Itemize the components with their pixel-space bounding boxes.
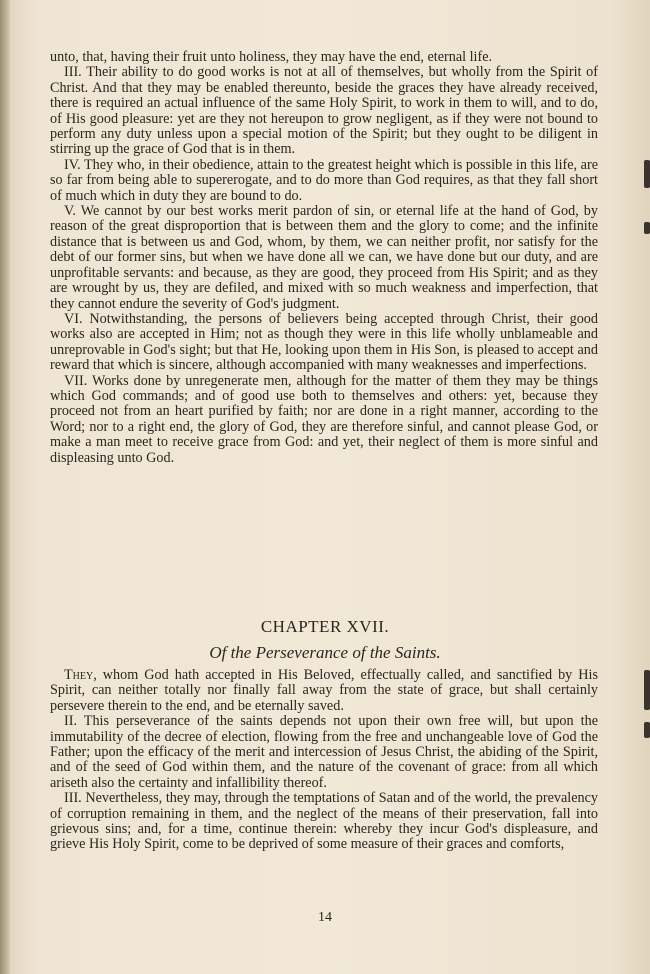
chapter-title: CHAPTER XVII. <box>260 617 390 636</box>
page-edge-mark <box>644 160 650 188</box>
paragraph-section-7: VII. Works done by unregenerate men, although for the matter of them they may be things which God commands; and of good use both to themselves and others: yet, because they proceed not from an heart purified by faith; nor are done in a right manner, according to the Word; nor to a right end, the glory of God, they are therefore sinful, and cannot please God, or make a man meet to receive grace from God: and yet, their neglect of them is more sinful and displeasing unto God. <box>50 372 598 466</box>
chapter17-body <box>50 668 598 853</box>
paragraph-section-5: V. We cannot by our best works merit pardon of sin, or eternal life at the hand of God, by reason of the great disproportion that is between them and the glory to come; and the infinite distance that is between us and God, whom, by them, we can neither profit, nor satisfy for the debt of our former sins, but when we have done all we can, we have done but our duty, and are unprofitable servants: and because, as they are good, they proceed from His Spirit; and as they are wrought by us, they are defiled, and mixed with so much weakness and imperfection, that they cannot endure the severity of God's judgment. <box>50 203 598 312</box>
paragraph-section-2: II. This perseverance of the saints depends not upon their own free will, but upon the immutability of the decree of election, flowing from the free and unchangeable love of God the Father; upon the efficacy of the merit and intercession of Jesus Christ, the abiding of the Spirit, and of the seed of God within them, and the nature of the covenant of grace: from all which ariseth also the certainty and infallibility thereof. <box>50 713 598 791</box>
page-edge-mark <box>644 222 650 234</box>
paragraph-continuation: unto, that, having their fruit unto holiness, they may have the end, eternal life. <box>50 49 493 65</box>
lead-word: They <box>64 667 94 683</box>
page-number: 14 <box>318 910 332 925</box>
chapter-subtitle: Of the Perseverance of the Saints. <box>209 643 441 662</box>
paragraph-section-1 <box>50 668 598 714</box>
page-edge-mark <box>644 670 650 710</box>
paragraph-section-3: III. Nevertheless, they may, through the temptations of Satan and of the world, the prevalency of corruption remaining in them, and the neglect of the means of their preservation, fall into grievous sins; and, for a time, continue therein: whereby they incur God's displeasure, and grieve His Holy Spirit, come to be deprived of some measure of their graces and comforts, <box>50 790 598 853</box>
paragraph-section-3: III. Their ability to do good works is not at all of themselves, but wholly from the Spirit of Christ. And that they may be enabled thereunto, beside the graces they have already received, there is required an actual influence of the same Holy Spirit, to work in them to will, and to do, of His good pleasure: yet are they not hereupon to grow negligent, as if they were not bound to perform any duty unless upon a special motion of the Spirit; but they ought to be diligent in stirring up the grace of God that is in them. <box>50 64 598 158</box>
paragraph-section-4: IV. They who, in their obedience, attain to the greatest height which is possible in this life, are so far from being able to supererogate, and to do more than God requires, as that they fall short of much which in duty they are bound to do. <box>50 156 598 204</box>
lead-rest: , whom God hath accepted in His Beloved, effectually called, and sanctified by His Spirit, can neither totally nor finally fall away from the state of grace, but shall certainly persevere therein to the end, and be eternally saved. <box>50 667 598 714</box>
page-spine-shadow <box>0 0 10 974</box>
chapter16-body <box>50 50 598 466</box>
paragraph-section-6: VI. Notwithstanding, the persons of believers being accepted through Christ, their good works also are accepted in Him; not as though they were in this life wholly unblameable and unreprovable in God's sight; but that He, looking upon them in His Son, is pleased to accept and reward that which is sincere, although accompanied with many weaknesses and imperfections. <box>50 310 598 374</box>
page-edge-mark <box>644 722 650 738</box>
